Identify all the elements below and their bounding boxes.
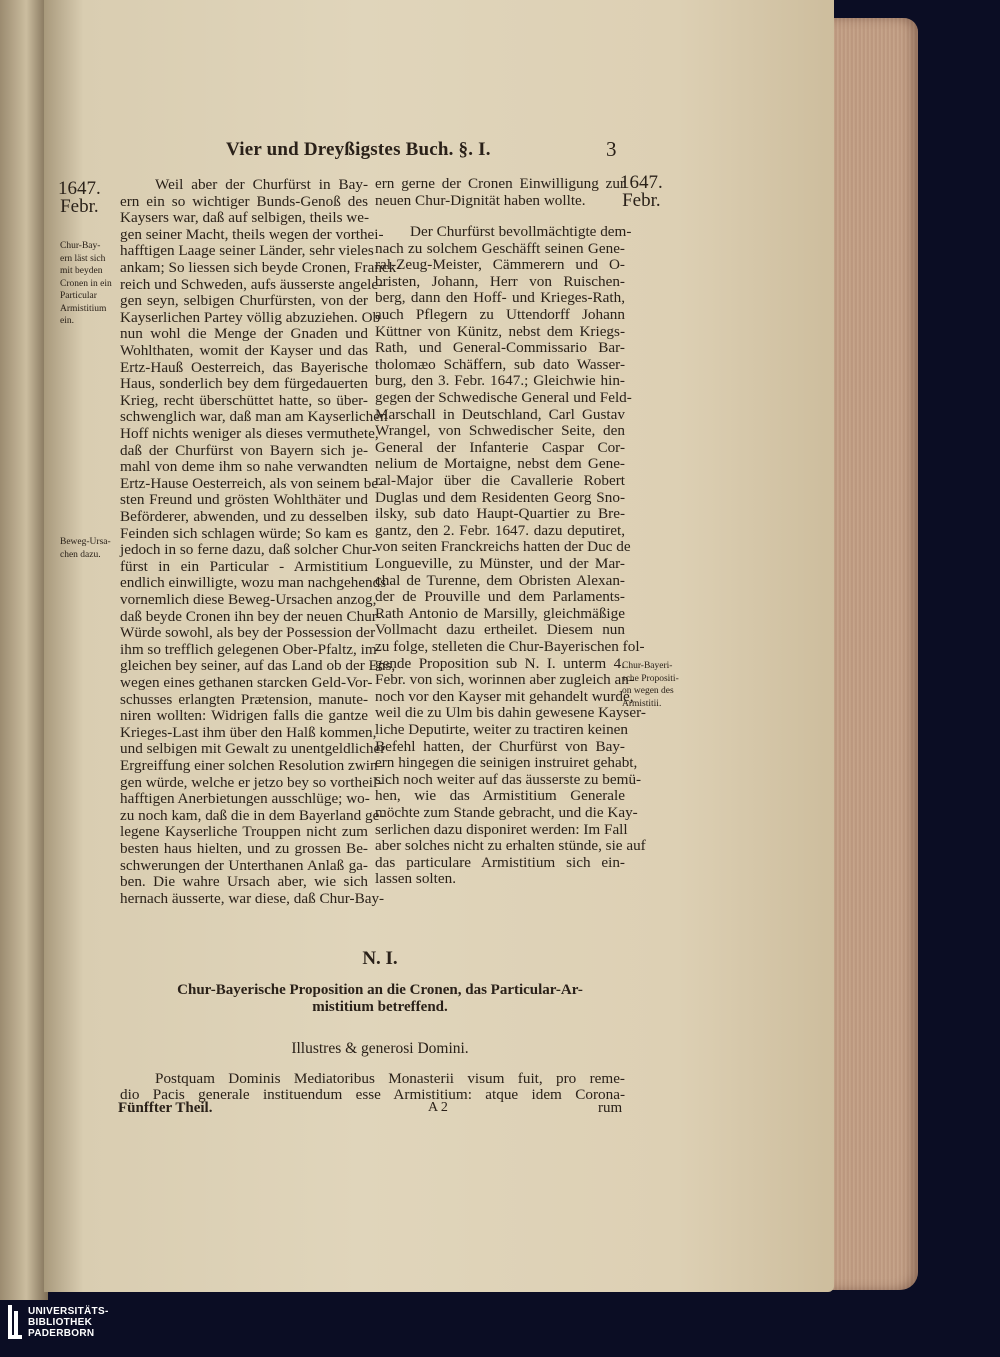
text-line: zu folge, stelleten die Chur-Bayerischen fol- [375,638,645,655]
page-number: 3 [606,137,617,161]
logo-line: BIBLIOTHEK [28,1316,93,1328]
text-line: ern gerne der Cronen Einwilligung zur [375,175,625,192]
document-title-line-1: Chur-Bayerische Proposition an die Cronen, das Particular-Ar- [177,982,583,998]
text-line: Weil aber der Churfürst in Bay- [155,176,368,193]
facing-page-edge [0,0,48,1300]
margin-note-line: ein. [60,316,74,326]
margin-note-line: Chur-Bayeri- [622,661,673,671]
text-line: niren wollten: Widrigen falls die gantze [120,707,368,725]
text-line: nelium de Mortaigne, nebst dem Gene- [375,455,625,473]
text-line: daß der Churfürst von Bayern sich je- [120,441,368,459]
text-line: aber solches nicht zu erhalten stünde, sie auf [375,837,646,855]
text-line: hafftigen Laage seiner Länder, sehr vieles [120,242,374,260]
text-line: Wohlthaten, womit der Kayser und das [120,342,368,359]
document-title [130,982,630,1016]
margin-note-line: Cronen in ein [60,278,112,289]
text-line: besten haus hielten, und zu grossen Be- [120,840,368,857]
year: 1647. [58,178,101,199]
text-line: Beförderer, abwenden, und zu desselben [120,508,368,525]
logo-line: UNIVERSITÄTS- [28,1305,109,1317]
catchword: rum [598,1100,623,1116]
text-line: Befehl hatten, der Churfürst von Bay- [375,737,625,755]
text-line: Krieges-Last ihm über den Halß kommen, [120,723,377,741]
text-line: möchte zum Stande gebracht, und die Kay- [375,804,638,821]
text-line: Febr. von sich, worinnen aber zugleich an- [375,671,634,689]
text-line: Duglas und dem Residenten Georg Sno- [375,488,625,506]
text-line: hen, wie das Armistitium Generale [375,787,625,805]
text-line: Krieg, recht überschüttet hatte, so über- [120,391,368,409]
date-margin-right [620,174,663,210]
text-line: ral-Major über die Cavallerie Robert [375,472,625,489]
text-line: Rath Antonio de Marsilly, gleichmäßige [375,604,625,622]
text-line: bristen, Johann, Herr von Ruischen- [375,272,625,290]
text-line: schusses erlangten Prætension, manute- [120,690,368,708]
text-line: und selbigen mit Gewalt zu unentgeldlicher [120,740,386,758]
text-line: Vollmacht dazu ertheilet. Diesem nun [375,621,625,639]
text-line: Ertz-Hause Oesterreich, als von seinem be- [120,474,384,492]
text-line: reich und Schweden, aufs äusserste angele- [120,275,384,293]
margin-note-line: Beweg-Ursa- [60,537,111,547]
text-line: serlichen dazu disponiret werden: Im Fall [375,820,628,838]
text-line: fürst in ein Particular - Armistitium [120,557,368,575]
text-line: Rath, und General-Commissario Bar- [375,339,625,357]
text-line: Wrangel, von Schwedischer Seite, den [375,422,625,440]
text-line: Marschall in Deutschland, Carl Gustav [375,405,625,423]
text-line: Ertz-Hauß Oesterreich, das Bayerische [120,358,368,376]
text-line: neuen Chur-Dignität haben wollte. [375,191,586,209]
margin-note-line: Armistitii. [622,698,662,709]
month: Febr. [60,196,99,217]
text-line: Würde sowohl, als bey der Possession der [120,624,376,642]
text-line: General der Infanterie Caspar Cor- [375,438,625,456]
text-line: hernach äusserte, war diese, daß Chur-Bay- [120,889,385,907]
text-line: Haus, sonderlich bey dem fürgedauerten [120,375,368,393]
text-line: auch Pflegern zu Uttendorff Johann [375,306,625,323]
text-line: nach zu solchem Geschäfft seinen Gene- [375,239,625,257]
text-line: ern ein so wichtiger Bunds-Genoß des [120,192,368,210]
margin-note-line: mit beyden [60,266,103,276]
text-line: chal de Turenne, dem Obristen Alexan- [375,571,625,589]
margin-note-left-2 [60,536,111,561]
margin-note-line: Armistitium [60,303,107,314]
text-line: ral-Zeug-Meister, Cämmerern und O- [375,256,625,274]
margin-note-line: ern läst sich [60,253,106,264]
text-line: jedoch in so ferne dazu, daß solcher Chur- [120,541,377,559]
year: 1647. [620,172,663,193]
text-line: Kayserlichen Partey völlig abzuziehen. Ob [120,308,381,326]
text-line: schwerungen der Unterthanen Anlaß ga- [120,856,368,874]
text-line: sich noch weiter auf das äusserste zu bemü- [375,770,642,788]
text-line: mahl von deme ihm so nahe verwandten [120,458,368,476]
text-line: von seiten Franckreichs hatten der Duc de [375,538,631,556]
text-line: gen würde, welche er jetzo bey so vortheil- [120,773,383,791]
logo-line: PADERBORN [28,1327,95,1339]
text-line: der de Prouville und dem Parlaments- [375,588,625,606]
text-line: noch vor den Kayser mit gehandelt wurde, [375,687,634,705]
text-line: wegen eines gethanen starcken Geld-Vor- [120,674,373,691]
margin-note-left-1 [60,240,112,328]
signature-mark: Fünffter Theil. [118,1100,213,1116]
text-line: hafftigen Anerbietungen ausschlüge; wo- [120,790,370,808]
text-line: Feinden sich schlagen würde; So kam es [120,524,368,542]
latin-line: dio Pacis generale instituendum esse Armistitium: atque idem Corona- [120,1086,625,1103]
text-line: gen seiner Macht, theils wegen der vorthei- [120,225,384,243]
text-line: zu noch kam, daß die in dem Bayerland ge- [120,806,385,824]
text-line: Longueville, zu Münster, und der Mar- [375,555,625,572]
text-line: ern hingegen die seinigen instruiret gehabt, [375,754,638,772]
sheet-signature: A 2 [428,1100,448,1115]
month: Febr. [622,190,661,211]
text-line: Hoff nichts weniger als dieses vermuthete, [120,425,379,442]
text-line: weil die zu Ulm bis dahin gewesene Kayser- [375,704,646,722]
text-line: endlich einwilligte, wozu man nachgehends [120,574,387,592]
text-line: gleichen bey seiner, auf das Land ob der Ens, [120,657,396,675]
text-line: legene Kayserliche Trouppen nicht zum [120,823,368,841]
text-line: gegen der Schwedische General und Feld- [375,389,632,406]
margin-note-line: chen dazu. [60,549,101,560]
margin-note-line: sche Propositi- [622,673,679,684]
text-line: ankam; So liessen sich beyde Cronen, Franck- [120,259,402,276]
text-line: daß beyde Cronen ihn bey der neuen Chur- [120,607,382,625]
text-line: das particulare Armistitium sich ein- [375,853,625,871]
text-line: gende Proposition sub N. I. unterm 4. [375,654,625,672]
library-logo-icon [8,1305,22,1339]
text-line: vornemlich diese Beweg-Ursachen anzog, [120,591,377,608]
document-number: N. I. [362,948,398,969]
text-line: tholomæo Schäffern, sub dato Wasser- [375,355,625,373]
margin-note-line: on wegen des [622,686,674,696]
text-line: liche Deputirte, weiter zu tractiren keinen [375,721,629,738]
text-line: ihm so trefflich gelegenen Ober-Pfaltz, im- [120,640,382,658]
library-logo-text [28,1306,109,1339]
text-line: burg, den 3. Febr. 1647.; Gleichwie hin- [375,372,625,390]
text-line: berg, dann den Hoff- und Krieges-Rath, [375,289,625,307]
text-line: gantz, den 2. Febr. 1647. dazu deputiret, [375,521,625,539]
date-margin-left [58,180,101,216]
text-line: gen seyn, selbigen Churfürsten, von der [120,292,368,310]
salutation: Illustres & generosi Domini. [291,1040,469,1057]
text-line: schwenglich war, daß man am Kayserlichen [120,408,388,426]
text-line: nun wohl die Menge der Gnaden und [120,325,368,343]
text-line: Küttner von Künitz, nebst dem Kriegs- [375,322,625,340]
text-line: ilsky, sub dato Haupt-Quartier zu Bre- [375,505,625,523]
text-line: sten Freund und grösten Wohlthäter und [120,491,368,509]
text-line: Der Churfürst bevollmächtigte dem- [410,223,632,240]
text-line: Kaysers war, daß auf selbigen, theils we- [120,209,370,227]
margin-note-line: Particular [60,291,97,301]
running-title: Vier und Dreyßigstes Buch. §. I. [226,139,491,160]
document-title-line-2: mistitium betreffend. [312,999,448,1015]
latin-line: Postquam Dominis Mediatoribus Monasterii visum fuit, pro reme- [155,1070,625,1087]
text-line: lassen solten. [375,870,456,888]
text-line: ben. Die wahre Ursach aber, wie sich [120,873,368,891]
text-line: Ergreiffung einer solchen Resolution zwin- [120,757,383,774]
margin-note-line: Chur-Bay- [60,241,101,251]
library-logo [8,1305,109,1339]
